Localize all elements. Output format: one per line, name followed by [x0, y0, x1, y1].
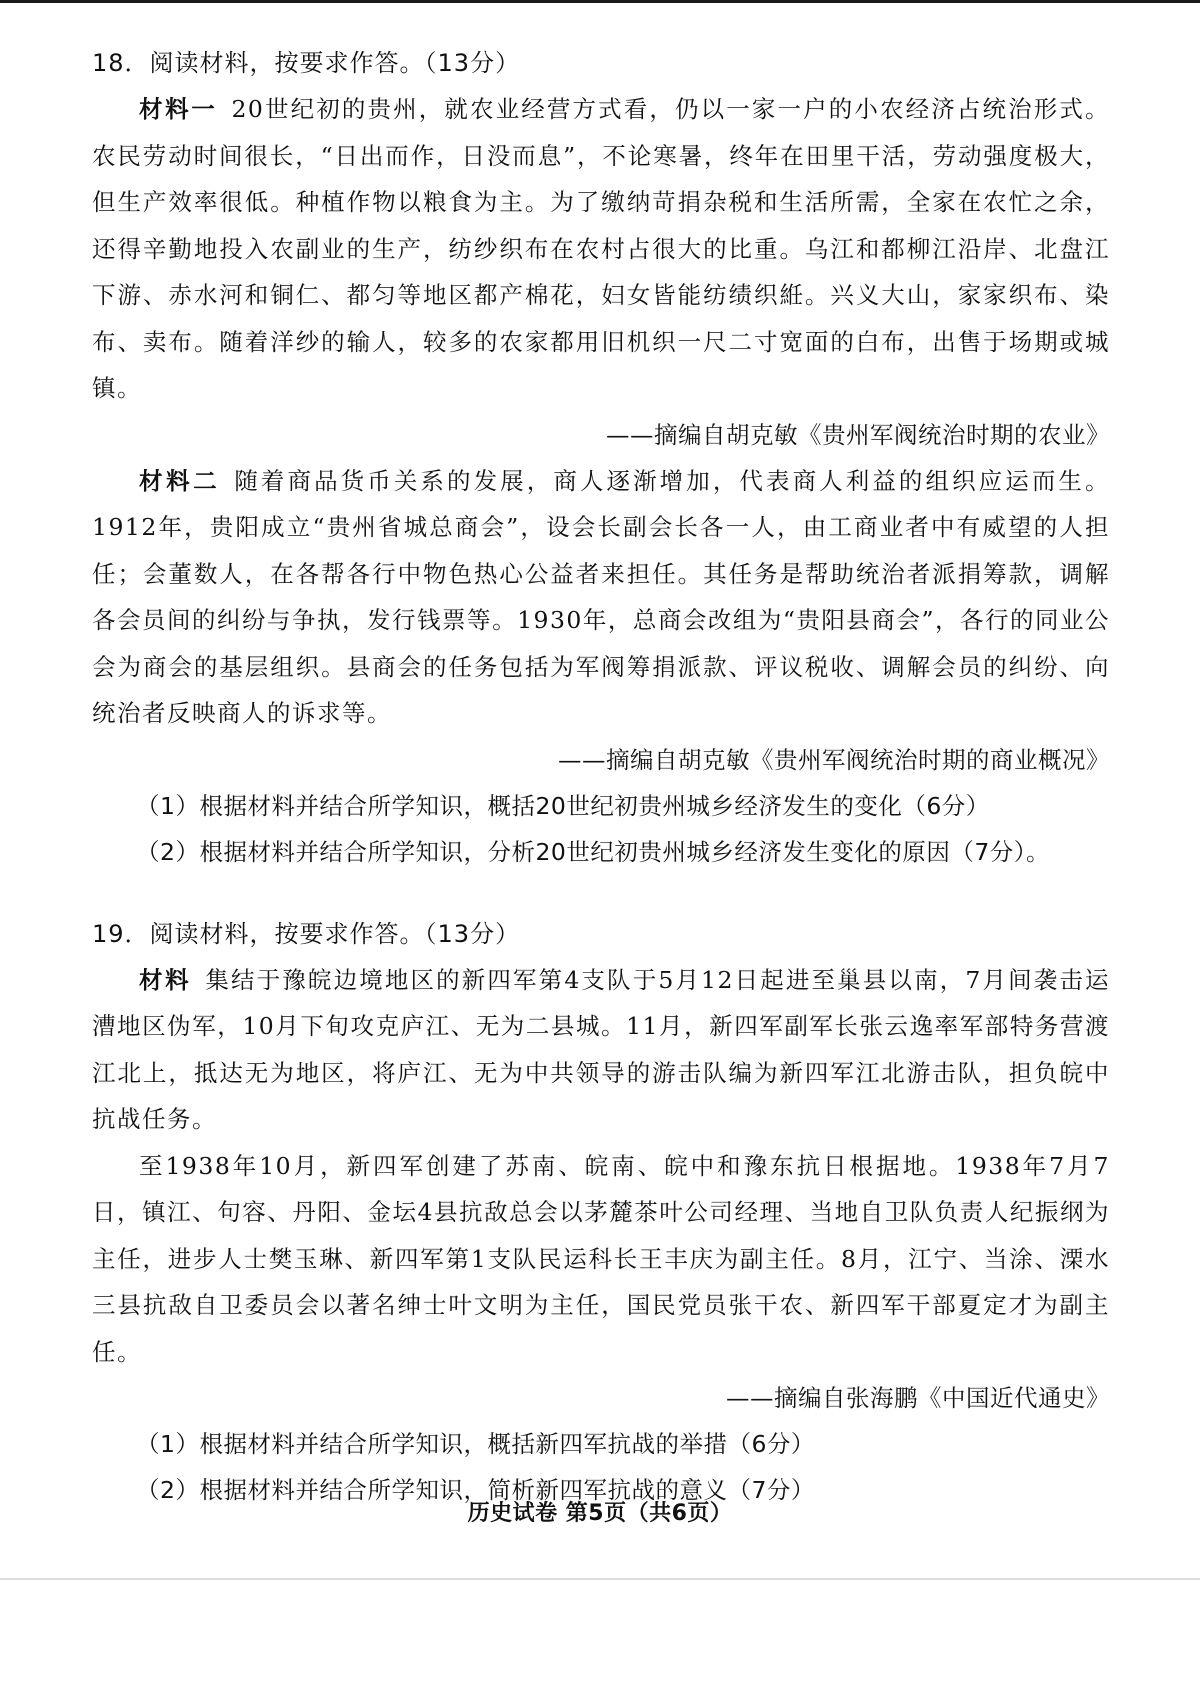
q18-material-2: [92, 458, 1110, 737]
q18-material-2-label: 材料二: [139, 466, 221, 495]
page-footer: 历史试卷 第5页（共6页）: [467, 1501, 733, 1526]
q18-sub-question-1: （1）根据材料并结合所学知识，概括20世纪初贵州城乡经济发生的变化（6分）: [136, 791, 990, 820]
q19-sub-question-1: （1）根据材料并结合所学知识，概括新四军抗战的举措（6分）: [136, 1430, 815, 1458]
question-18-heading: 18．阅读材料，按要求作答。（13分）: [92, 49, 521, 77]
q19-material-source: ——摘编自张海鹏《中国近代通史》: [726, 1384, 1110, 1412]
q18-material-1-label: 材料一: [139, 95, 218, 123]
q19-sub-question-2: （2）根据材料并结合所学知识，简析新四军抗战的意义（7分）: [136, 1476, 815, 1504]
q19-material-para-1: [92, 957, 1110, 1143]
question-19-heading: 19．阅读材料，按要求作答。（13分）: [92, 919, 521, 948]
bottom-rule: [0, 1578, 1200, 1580]
q18-sub-question-2: （2）根据材料并结合所学知识，分析20世纪初贵州城乡经济发生变化的原因（7分）。: [136, 837, 1051, 866]
q18-material-2-source: ——摘编自胡克敏《贵州军阀统治时期的商业概况》: [558, 745, 1110, 774]
q18-material-1-source: ——摘编自胡克敏《贵州军阀统治时期的农业》: [606, 420, 1110, 449]
q18-material-1-text: 20世纪初的贵州，就农业经营方式看，仍以一家一户的小农经济占统治形式。农民劳动时间很长，“日出而作，日没而息”，不论寒暑，终年在田里干活，劳动强度极大，但生产效率很低。种植作物以粮食为主。为了缴纳苛捐杂税和生活所需，全家在农忙之余，还得辛勤地投入农副业的生产，纺纱织布在农村占很大的比重。乌江和都柳江沿岸、北盘江下游、赤水河和铜仁、都匀等地区都产棉花，妇女皆能纺绩织絍。兴义大山，家家织布、染布、卖布。随着洋纱的输人，较多的农家都用旧机织一尺二寸宽面的白布，出售于场期或城镇。: [92, 95, 1110, 402]
question-gap: [92, 875, 1110, 911]
question-19: [92, 911, 1110, 1514]
q19-material-para-2: 至1938年10月，新四军创建了苏南、皖南、皖中和豫东抗日根据地。1938年7月7日，镇江、句容、丹阳、金坛4县抗敌总会以茅麓茶叶公司经理、当地自卫队负责人纪振纲为主任，进步人士樊玉琳、新四军第1支队民运科长王丰庆为副主任。8月，江宁、当涂、溧水三县抗敌自卫委员会以著名绅士叶文明为主任，国民党员张干农、新四军干部夏定才为副主任。: [92, 1151, 1110, 1366]
q19-material-label: 材料: [139, 965, 192, 994]
question-18: [92, 40, 1110, 875]
q18-material-1: [92, 86, 1110, 412]
q18-material-2-text: 随着商品货币关系的发展，商人逐渐增加，代表商人利益的组织应运而生。1912年，贵阳成立“贵州省城总商会”，设会长副会长各一人，由工商业者中有威望的人担任；会董数人，在各帮各行中物色热心公益者来担任。其任务是帮助统治者派捐筹款，调解各会员间的纠纷与争执，发行钱票等。1930年，总商会改组为“贵阳县商会”，各行的同业公会为商会的基层组织。县商会的任务包括为军阀筹捐派款、评议税收、调解会员的纠纷、向统治者反映商人的诉求等。: [92, 466, 1110, 727]
q19-material-text-1: 集结于豫皖边境地区的新四军第4支队于5月12日起进至巢县以南，7月间袭击运漕地区伪军，10月下旬攻克庐江、无为二县城。11月，新四军副军长张云逸率军部特务营渡江北上，抵达无为地区，将庐江、无为中共领导的游击队编为新四军江北游击队，担负皖中抗战任务。: [92, 965, 1110, 1133]
